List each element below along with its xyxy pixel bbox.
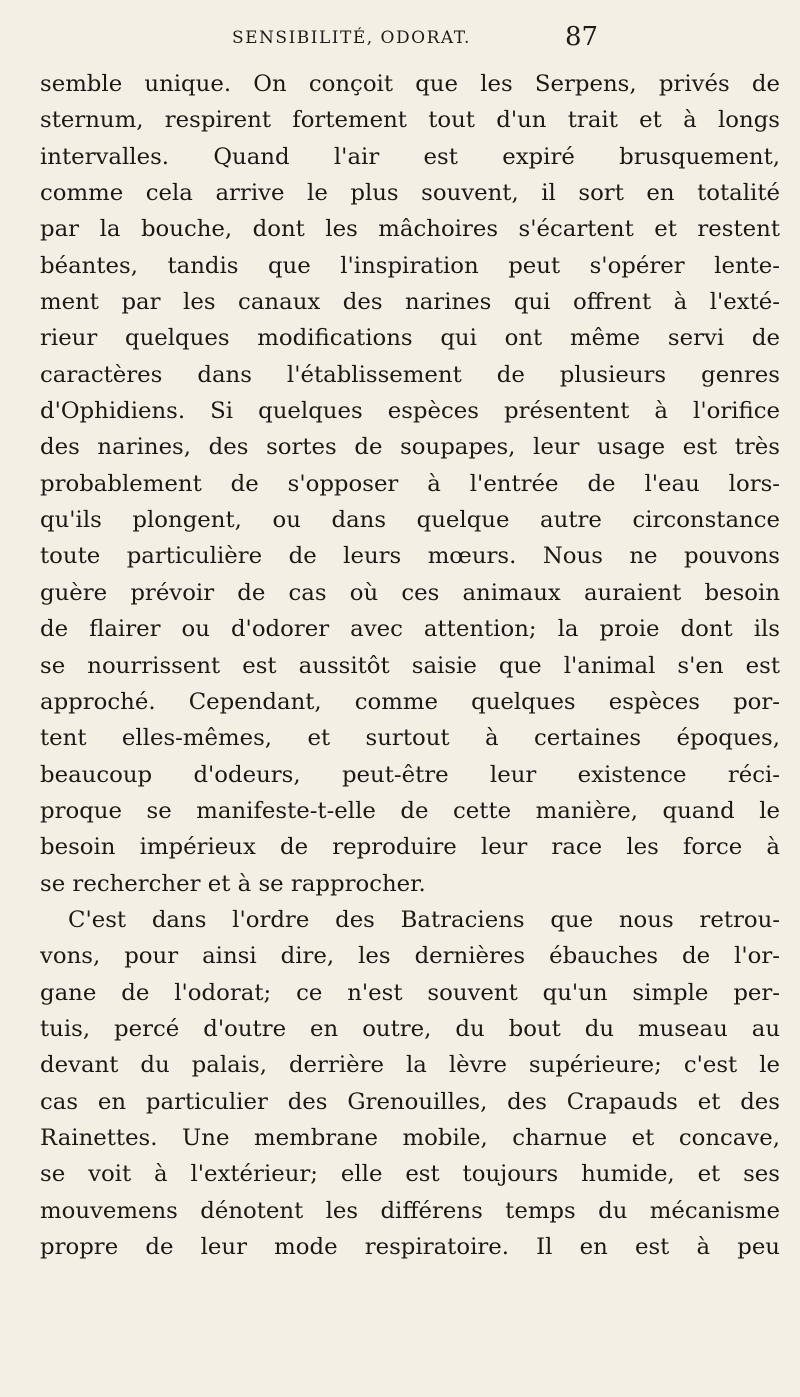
text-line: cas en particulier des Grenouilles, des Crapauds et des bbox=[40, 1088, 780, 1115]
text-line: toute particulière de leurs mœurs. Nous ne pouvons bbox=[40, 543, 780, 570]
text-line: tuis, percé d'outre en outre, du bout du museau au bbox=[40, 1015, 780, 1042]
text-line: qu'ils plongent, ou dans quelque autre circonstance bbox=[40, 507, 780, 534]
text-line: de flairer ou d'odorer avec attention; la proie dont ils bbox=[40, 616, 780, 643]
text-line: rieur quelques modifications qui ont même servi de bbox=[40, 325, 780, 352]
text-line: par la bouche, dont les mâchoires s'écartent et restent bbox=[40, 216, 780, 243]
text-line: béantes, tandis que l'inspiration peut s'opérer lente- bbox=[40, 252, 780, 279]
page-number: 87 bbox=[565, 22, 599, 52]
text-line: se rechercher et à se rapprocher. bbox=[40, 870, 426, 897]
paragraph-2 bbox=[40, 902, 780, 1265]
text-line: proque se manifeste-t-elle de cette manière, quand le bbox=[40, 797, 780, 824]
text-line: C'est dans l'ordre des Batraciens que nous retrou- bbox=[68, 906, 780, 933]
text-line: beaucoup d'odeurs, peut-être leur existence réci- bbox=[40, 761, 780, 788]
text-line: guère prévoir de cas où ces animaux auraient besoin bbox=[40, 579, 780, 606]
text-line: d'Ophidiens. Si quelques espèces présentent à l'orifice bbox=[40, 398, 780, 425]
text-line: vons, pour ainsi dire, les dernières ébauches de l'or- bbox=[40, 943, 780, 970]
text-line: des narines, des sortes de soupapes, leur usage est très bbox=[40, 434, 780, 461]
text-line: besoin impérieux de reproduire leur race les force à bbox=[40, 834, 780, 861]
text-line: approché. Cependant, comme quelques espèces por- bbox=[40, 688, 780, 715]
text-line: semble unique. On conçoit que les Serpens, privés de bbox=[40, 71, 780, 97]
running-head-title: SENSIBILITÉ, ODORAT. bbox=[232, 28, 471, 48]
paragraph-1 bbox=[40, 66, 780, 902]
text-line: Rainettes. Une membrane mobile, charnue et concave, bbox=[40, 1124, 780, 1151]
running-head bbox=[0, 22, 800, 62]
text-line: devant du palais, derrière la lèvre supérieure; c'est le bbox=[40, 1052, 780, 1079]
text-line: comme cela arrive le plus souvent, il sort en totalité bbox=[40, 180, 780, 207]
text-line: propre de leur mode respiratoire. Il en est à peu bbox=[40, 1234, 780, 1260]
text-line: sternum, respirent fortement tout d'un trait et à longs bbox=[40, 107, 780, 134]
text-line: caractères dans l'établissement de plusieurs genres bbox=[40, 361, 780, 388]
text-line: tent elles-mêmes, et surtout à certaines époques, bbox=[40, 725, 780, 752]
text-line: se voit à l'extérieur; elle est toujours humide, et ses bbox=[40, 1161, 780, 1188]
text-line: probablement de s'opposer à l'entrée de l'eau lors- bbox=[40, 470, 780, 497]
body-text bbox=[40, 66, 780, 1265]
text-line: se nourrissent est aussitôt saisie que l'animal s'en est bbox=[40, 652, 780, 679]
text-line: mouvemens dénotent les différens temps du mécanisme bbox=[40, 1197, 780, 1224]
text-line: ment par les canaux des narines qui offrent à l'exté- bbox=[40, 289, 780, 316]
text-line: gane de l'odorat; ce n'est souvent qu'un simple per- bbox=[40, 979, 780, 1006]
text-line: intervalles. Quand l'air est expiré brusquement, bbox=[40, 143, 780, 170]
